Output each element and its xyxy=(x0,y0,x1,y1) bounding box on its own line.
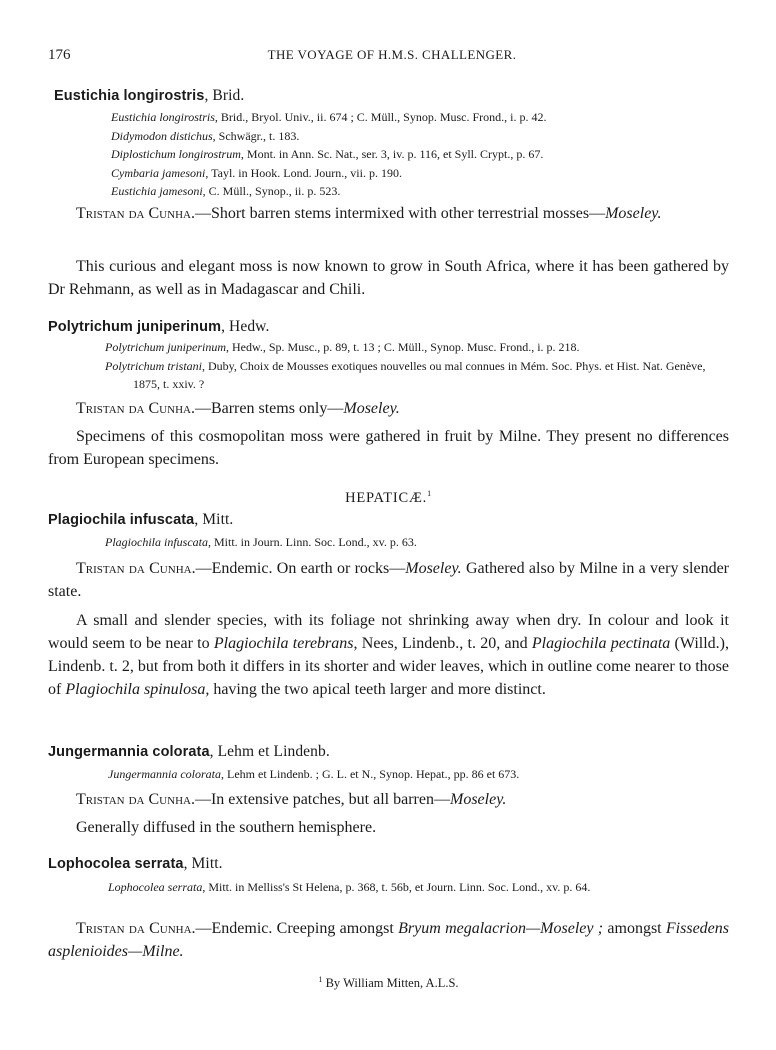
synonym-line xyxy=(108,878,728,897)
synonym-ref: , C. Müll., Synop., ii. p. 523. xyxy=(202,184,341,198)
synonym-line xyxy=(111,164,711,183)
synonymy-list xyxy=(105,533,725,552)
synonym-name: Jungermannia colorata xyxy=(108,767,221,781)
synonym-name: Eustichia jamesoni xyxy=(111,184,203,198)
synonym-name: Didymodon distichus xyxy=(111,128,213,143)
synonym-line xyxy=(105,357,725,394)
synonym-line xyxy=(111,145,711,164)
synonym-ref: , Mitt. in Journ. Linn. Soc. Lond., xv. p. 63. xyxy=(208,535,417,549)
locality-name: Tristan da Cunha xyxy=(76,920,192,937)
paragraph-text: .—Barren stems only— xyxy=(190,400,344,417)
body-paragraph: Generally diffused in the southern hemisphere. xyxy=(76,819,377,836)
species-heading xyxy=(54,87,244,105)
collector-name: Moseley. xyxy=(343,400,400,417)
taxon-name: Fissedens asplenioides—Milne. xyxy=(48,920,730,960)
paragraph-text: (Willd.), Lindenb. t. 2, but from both it differs in its shorter and wider leaves, which in outline come nearer to those of xyxy=(48,635,729,698)
synonym-line xyxy=(105,338,725,357)
taxon-name: Bryum megalacrion—Moseley ; xyxy=(398,920,604,937)
running-title: THE VOYAGE OF H.M.S. CHALLENGER. xyxy=(267,47,517,62)
species-authority: , Lehm et Lindenb. xyxy=(209,743,330,760)
synonym-name: Lophocolea serrata xyxy=(108,880,203,894)
species-authority: , Hedw. xyxy=(221,318,270,335)
synonym-ref: , Mont. in Ann. Sc. Nat., ser. 3, iv. p. 116, et Syll. Crypt., p. 67. xyxy=(240,147,544,161)
locality-paragraph xyxy=(48,397,729,420)
synonym-line xyxy=(108,765,728,784)
page-number: 176 xyxy=(48,47,71,63)
locality-name: Tristan da Cunha xyxy=(76,791,191,808)
synonym-name: Eustichia longirostris xyxy=(111,110,215,124)
collector-name: Moseley. xyxy=(605,205,662,222)
section-title: HEPATICÆ. xyxy=(345,489,428,506)
footnote-text: By William Mitten, A.L.S. xyxy=(322,976,459,991)
taxon-name: Plagiochila terebrans xyxy=(213,635,354,652)
synonym-line xyxy=(111,127,711,146)
synonym-line xyxy=(111,182,711,201)
paragraph-text: .—Short barren stems intermixed with other terrestrial mosses— xyxy=(190,205,606,222)
description-paragraph xyxy=(48,609,729,701)
locality-paragraph xyxy=(48,202,729,225)
synonym-name: Polytrichum tristani xyxy=(105,358,202,373)
locality-paragraph xyxy=(48,917,729,963)
species-authority: , Mitt. xyxy=(194,511,234,528)
body-paragraph: Specimens of this cosmopolitan moss were gathered in fruit by Milne. They present no differences from European specimens. xyxy=(48,428,729,468)
collector-name: Moseley. xyxy=(449,791,507,808)
section-heading xyxy=(48,489,729,507)
species-authority: , Brid. xyxy=(204,87,245,104)
body-paragraph: This curious and elegant moss is now known to grow in South Africa, where it has been gathered by Dr Rehmann, as well as in Madagascar and Chili. xyxy=(48,258,729,298)
footnote-mark: 1 xyxy=(318,975,323,984)
paragraph-text: , Nees, Lindenb., t. 20, and xyxy=(353,635,532,652)
locality-name: Tristan da Cunha xyxy=(76,205,191,222)
footnote xyxy=(48,975,729,991)
synonymy-list xyxy=(111,108,711,201)
synonym-ref: , Duby, Choix de Mousses exotiques nouvelles ou mal connues in Mém. Soc. Phys. et Hist. Nat. Genève, 1875, t. xxiv. ? xyxy=(133,358,706,391)
paragraph-text: .—Endemic. On earth or rocks— xyxy=(191,560,406,577)
paragraph-text: Gathered also by Milne in a very slender state. xyxy=(48,560,730,600)
synonym-name: Polytrichum juniperinum xyxy=(105,340,226,354)
synonym-name: Diplostichum longirostrum xyxy=(111,147,241,161)
species-heading xyxy=(48,318,269,336)
synonymy-list xyxy=(108,765,728,784)
paragraph-text: .—Endemic. Creeping amongst xyxy=(191,920,399,937)
synonym-name: Cymbaria jamesoni xyxy=(111,165,206,180)
species-name: Jungermannia colorata xyxy=(48,744,210,760)
taxon-name: Plagiochila pectinata xyxy=(531,635,671,652)
species-heading xyxy=(48,743,330,761)
paragraph-text: amongst xyxy=(603,920,666,937)
paragraph-text: A small and slender species, with its foliage not shrinking away when dry. In colour and look it would seem to be near to xyxy=(48,612,729,652)
locality-paragraph xyxy=(48,557,729,603)
taxon-name: Plagiochila spinulosa, xyxy=(65,681,210,698)
synonym-line xyxy=(105,533,725,552)
footnote-mark: 1 xyxy=(427,489,432,498)
species-name: Eustichia longirostris xyxy=(54,88,205,104)
paragraph-text: .—In extensive patches, but all barren— xyxy=(190,791,450,808)
species-name: Plagiochila infuscata xyxy=(48,512,195,528)
species-heading xyxy=(48,855,223,873)
locality-name: Tristan da Cunha xyxy=(76,560,192,577)
synonym-ref: , Tayl. in Hook. Lond. Journ., vii. p. 190. xyxy=(205,165,402,180)
synonym-ref: , Mitt. in Melliss's St Helena, p. 368, t. 56b, et Journ. Linn. Soc. Lond., xv. p. 64. xyxy=(202,880,591,894)
species-heading xyxy=(48,511,233,529)
locality-paragraph xyxy=(48,788,729,811)
species-name: Polytrichum juniperinum xyxy=(48,319,222,335)
synonym-ref: , Lehm et Lindenb. ; G. L. et N., Synop. Hepat., pp. 86 et 673. xyxy=(221,767,520,781)
synonym-name: Plagiochila infuscata xyxy=(105,535,208,549)
collector-name: Moseley. xyxy=(405,560,462,577)
synonym-ref: , Hedw., Sp. Musc., p. 89, t. 13 ; C. Müll., Synop. Musc. Frond., i. p. 218. xyxy=(225,340,580,354)
paragraph-text: having the two apical teeth larger and more distinct. xyxy=(209,681,546,698)
synonymy-list xyxy=(105,338,725,394)
synonymy-list xyxy=(108,878,728,897)
species-authority: , Mitt. xyxy=(183,855,223,872)
page-header xyxy=(48,47,736,69)
synonym-ref: , Brid., Bryol. Univ., ii. 674 ; C. Müll., Synop. Musc. Frond., i. p. 42. xyxy=(214,110,547,124)
synonym-ref: , Schwägr., t. 183. xyxy=(212,128,300,143)
locality-name: Tristan da Cunha xyxy=(76,400,191,417)
species-name: Lophocolea serrata xyxy=(48,856,184,872)
synonym-line xyxy=(111,108,711,127)
